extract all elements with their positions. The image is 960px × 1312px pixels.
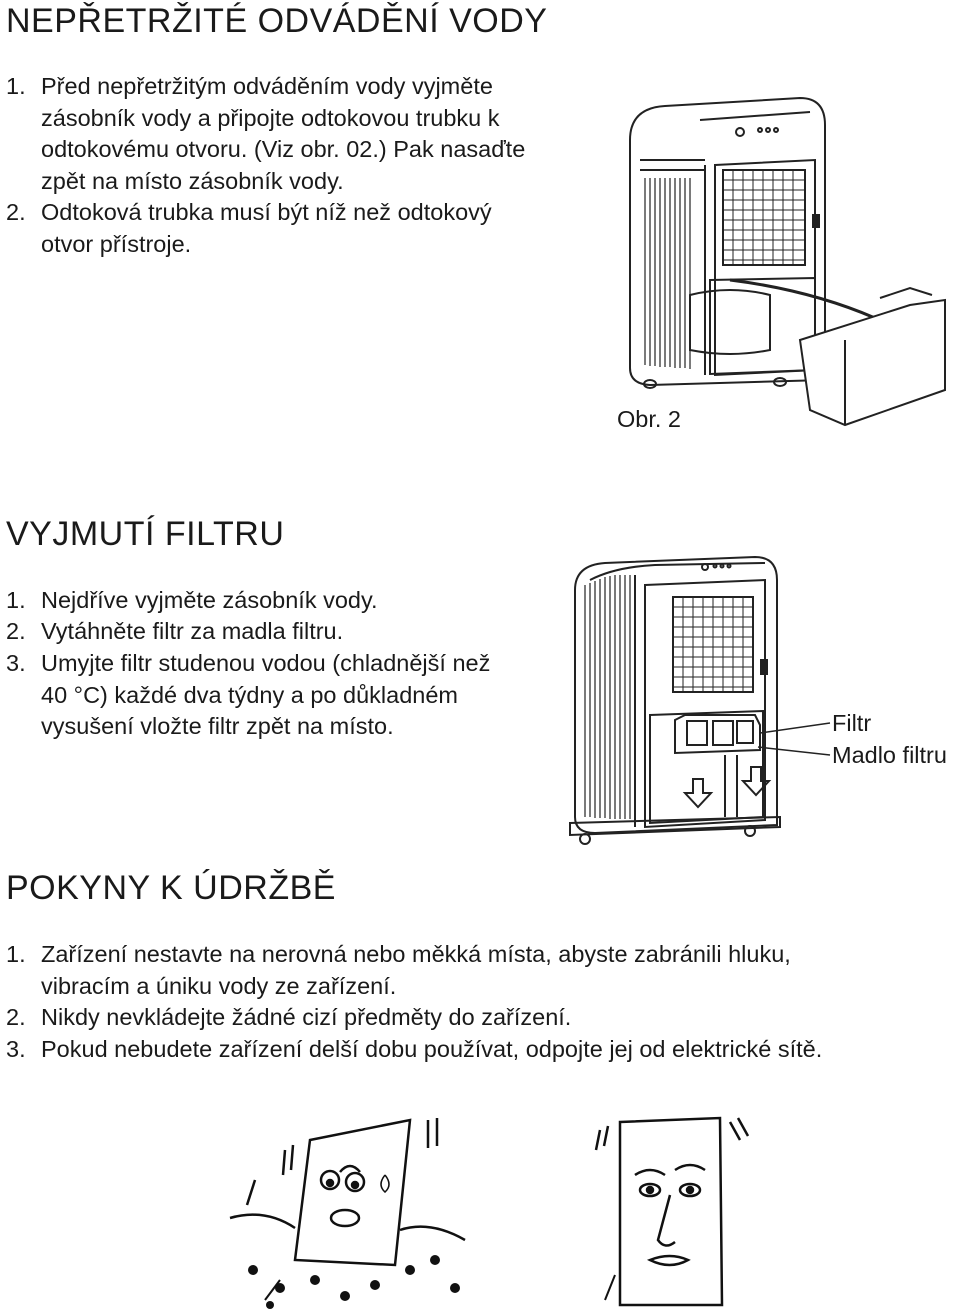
dehumidifier-drain-hose-illustration (610, 90, 950, 440)
foreign-object-cartoon-illustration (590, 1110, 765, 1310)
section-title-filter-removal: VYJMUTÍ FILTRU (6, 515, 285, 553)
label-filter: Filtr (832, 710, 872, 736)
dehumidifier-filter-illustration (565, 555, 835, 855)
tilted-unit-cartoon-illustration (225, 1100, 475, 1310)
section-title-continuous-drainage: NEPŘETRŽITÉ ODVÁDĚNÍ VODY (6, 2, 548, 40)
figure-caption: Obr. 2 (617, 406, 682, 432)
section-title-maintenance: POKYNY K ÚDRŽBĚ (6, 869, 336, 907)
label-filter-handle: Madlo filtru (832, 742, 947, 768)
